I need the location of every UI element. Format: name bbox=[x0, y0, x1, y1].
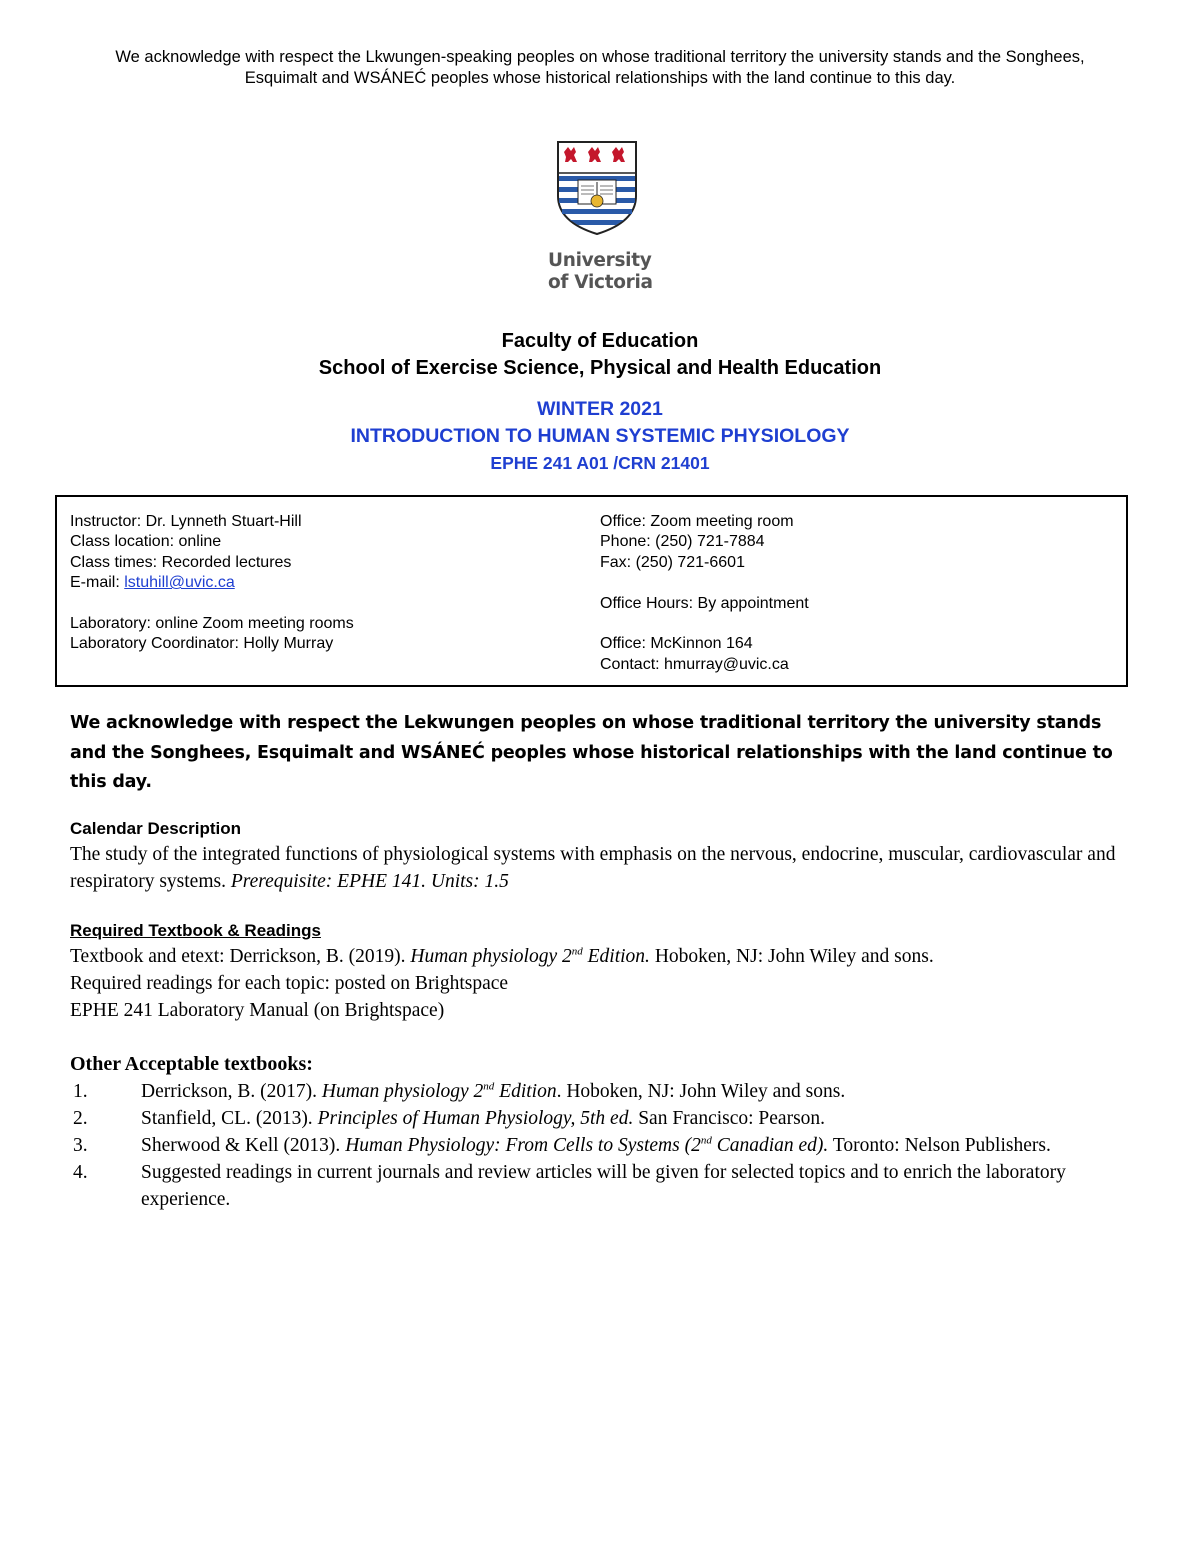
instructor: Instructor: Dr. Lynneth Stuart-Hill bbox=[70, 513, 302, 530]
faculty-name: Faculty of Education bbox=[501, 330, 699, 352]
email-label: E-mail: bbox=[70, 574, 125, 592]
list-item: 3. Sherwood & Kell (2013). Human Physiology: From Cells to Systems (2nd Canadian ed). Toronto: Nelson Publishers. bbox=[73, 1134, 1051, 1156]
phone: Phone: (250) 721-7884 bbox=[600, 533, 765, 551]
calendar-heading: Calendar Description bbox=[70, 819, 241, 838]
faculty-header bbox=[0, 328, 1200, 382]
office-hours: Office Hours: By appointment bbox=[600, 594, 809, 612]
course-header bbox=[0, 397, 1200, 475]
instructor-info bbox=[70, 512, 354, 655]
other-textbooks-heading: Other Acceptable textbooks: bbox=[70, 1053, 313, 1075]
lab-manual-line: EPHE 241 Laboratory Manual (on Brightspace) bbox=[70, 1000, 445, 1021]
fax: Fax: (250) 721-6601 bbox=[600, 553, 745, 571]
class-location: Class location: online bbox=[70, 533, 222, 551]
calendar-section bbox=[70, 817, 1140, 895]
course-code: EPHE 241 A01 /CRN 21401 bbox=[490, 453, 710, 473]
list-item: 1. Derrickson, B. (2017). Human physiology 2nd Edition. Hoboken, NJ: John Wiley and sons. bbox=[73, 1080, 846, 1102]
laboratory: Laboratory: online Zoom meeting rooms bbox=[70, 615, 354, 633]
top-acknowledgement bbox=[0, 47, 1200, 89]
office-info bbox=[600, 512, 809, 675]
course-term: WINTER 2021 bbox=[537, 398, 663, 420]
list-item: 2. Stanfield, CL. (2013). Principles of Human Physiology, 5th ed. San Francisco: Pearson. bbox=[73, 1108, 826, 1129]
calendar-description: The study of the integrated functions of physiological systems with emphasis on the nervous, endocrine, muscular, cardiovascular and respiratory systems. bbox=[70, 844, 1116, 892]
email-row bbox=[70, 573, 354, 593]
instructor-email-link[interactable]: lstuhill@uvic.ca bbox=[124, 574, 235, 592]
required-textbook-title: Human physiology 2nd Edition. bbox=[410, 945, 650, 967]
required-textbook-line: Textbook and etext: Derrickson, B. (2019). Human physiology 2nd Edition. Hoboken, NJ: John Wiley and sons. bbox=[70, 945, 934, 967]
required-readings-line: Required readings for each topic: posted on Brightspace bbox=[70, 973, 509, 994]
university-crest-logo bbox=[556, 140, 638, 236]
lab-office: Office: McKinnon 164 bbox=[600, 635, 753, 653]
calendar-prerequisite: Prerequisite: EPHE 141. Units: 1.5 bbox=[230, 871, 509, 892]
lab-coordinator: Laboratory Coordinator: Holly Murray bbox=[70, 635, 334, 653]
calendar-text bbox=[70, 841, 1140, 895]
wordmark-line2: of Victoria bbox=[548, 272, 653, 293]
land-acknowledgement: We acknowledge with respect the Lekwungen peoples on whose traditional territory the university stands and the Songhees, Esquimalt and WSÁNEĆ peoples whose historical relationships with the land continue to this day. bbox=[70, 713, 1113, 792]
required-textbook-section bbox=[70, 919, 1140, 1024]
course-info-box bbox=[55, 495, 1128, 687]
wordmark-line1: University bbox=[548, 250, 652, 271]
course-title: INTRODUCTION TO HUMAN SYSTEMIC PHYSIOLOGY bbox=[350, 425, 850, 447]
school-name: School of Exercise Science, Physical and Health Education bbox=[318, 357, 882, 379]
other-textbooks-section bbox=[70, 1050, 1140, 1213]
top-acknowledgement-line1: We acknowledge with respect the Lkwungen-speaking peoples on whose traditional territory the university stands and the Songhees, bbox=[115, 48, 1085, 66]
lab-contact: Contact: hmurray@uvic.ca bbox=[600, 655, 789, 673]
list-item: 4. Suggested readings in current journals and review articles will be given for selected topics and to enrich the laboratory experience. bbox=[73, 1162, 1066, 1210]
office: Office: Zoom meeting room bbox=[600, 513, 794, 530]
top-acknowledgement-line2: Esquimalt and WSÁNEĆ peoples whose historical relationships with the land continue to this day. bbox=[244, 69, 956, 87]
class-times: Class times: Recorded lectures bbox=[70, 553, 292, 571]
university-wordmark bbox=[548, 250, 653, 294]
required-heading: Required Textbook & Readings bbox=[70, 921, 321, 940]
other-textbooks-list bbox=[70, 1078, 1140, 1213]
